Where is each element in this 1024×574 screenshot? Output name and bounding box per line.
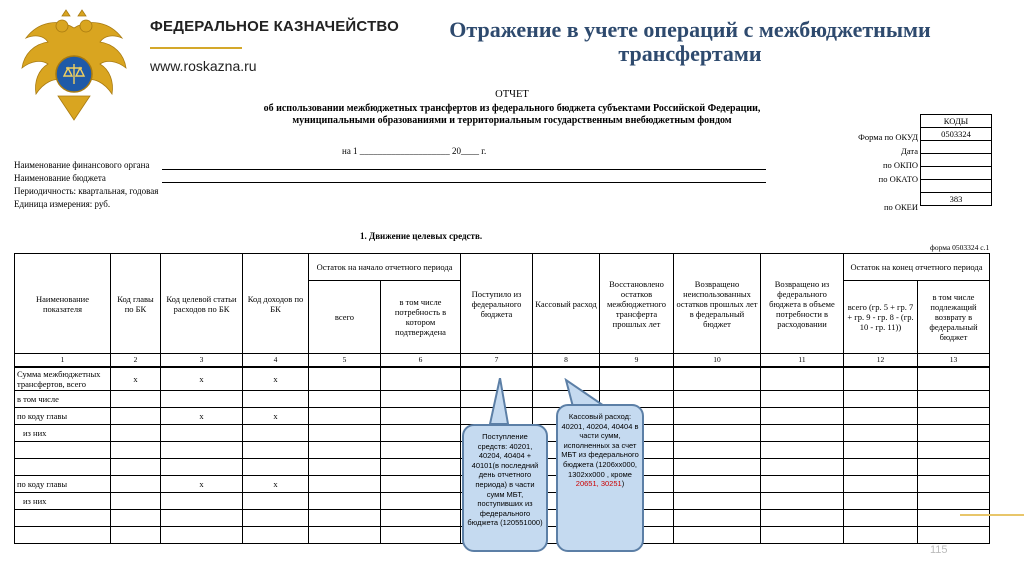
- row-cell: x: [161, 476, 243, 493]
- row-label: по коду главы: [15, 476, 111, 493]
- row-cell[interactable]: [381, 442, 461, 459]
- row-cell[interactable]: [381, 425, 461, 442]
- row-cell[interactable]: [761, 476, 844, 493]
- row-cell: [111, 459, 161, 476]
- col-header-target: Код целевой статьи расходов по БК: [161, 254, 243, 354]
- codes-header: КОДЫ: [921, 115, 992, 128]
- row-cell: x: [111, 367, 161, 391]
- row-cell[interactable]: [918, 425, 990, 442]
- row-label: [15, 459, 111, 476]
- row-cell: [161, 425, 243, 442]
- col-number: 1: [15, 354, 111, 368]
- row-cell[interactable]: [381, 367, 461, 391]
- report-title: ОТЧЕТ: [495, 89, 529, 100]
- row-cell: [243, 391, 309, 408]
- row-cell: [111, 408, 161, 425]
- slide-title-line-2: трансфертами: [618, 41, 762, 66]
- row-cell: [243, 459, 309, 476]
- row-cell[interactable]: [761, 527, 844, 544]
- row-cell: x: [161, 367, 243, 391]
- row-cell[interactable]: [309, 367, 381, 391]
- row-cell[interactable]: [844, 425, 918, 442]
- codes-labels: [840, 130, 918, 214]
- col-header-start-group: Остаток на начало отчетного периода: [309, 254, 461, 281]
- row-cell: [161, 493, 243, 510]
- col-number: 3: [161, 354, 243, 368]
- row-cell[interactable]: [761, 493, 844, 510]
- code-empty: [921, 180, 992, 193]
- row-cell[interactable]: [844, 510, 918, 527]
- row-cell[interactable]: [761, 367, 844, 391]
- col-header-end-return: в том числе подлежащий возврату в федеральный бюджет: [918, 281, 990, 354]
- row-cell[interactable]: [761, 408, 844, 425]
- row-cell[interactable]: [309, 493, 381, 510]
- row-cell[interactable]: [918, 493, 990, 510]
- report-subtitle-line-1: об использовании межбюджетных трансфертов из федерального бюджета субъектами Российской Федерации,: [263, 103, 761, 114]
- row-label: из них: [15, 493, 111, 510]
- row-cell: [243, 510, 309, 527]
- field-periodicity: Периодичность: квартальная, годовая: [14, 186, 159, 196]
- code-label-okud: Форма по ОКУД: [858, 132, 918, 142]
- col-header-glava: Код главы по БК: [111, 254, 161, 354]
- row-cell[interactable]: [844, 442, 918, 459]
- row-label: [15, 510, 111, 527]
- col-header-start-confirmed: в том числе потребность в котором подтверждена: [381, 281, 461, 354]
- decorative-gold-line: [960, 514, 1024, 516]
- row-cell[interactable]: [381, 476, 461, 493]
- row-cell: [243, 527, 309, 544]
- row-cell[interactable]: [381, 527, 461, 544]
- col-number: 6: [381, 354, 461, 368]
- row-cell[interactable]: [674, 510, 761, 527]
- row-cell[interactable]: [381, 391, 461, 408]
- row-cell[interactable]: [309, 459, 381, 476]
- code-okei: 383: [921, 193, 992, 206]
- col-header-returned-unused: Возвращено неиспользованных остатков прошлых лет в федеральный бюджет: [674, 254, 761, 354]
- col-number: 5: [309, 354, 381, 368]
- row-cell[interactable]: [674, 367, 761, 391]
- code-label-date: Дата: [901, 146, 918, 156]
- row-cell[interactable]: [309, 408, 381, 425]
- callout-cash-red-codes: 20651, 30251: [575, 479, 622, 489]
- row-cell[interactable]: [918, 367, 990, 391]
- row-cell: [111, 510, 161, 527]
- row-cell: [111, 442, 161, 459]
- col-header-restored: Восстановлено остатков межбюджетного трансферта прошлых лет: [600, 254, 674, 354]
- row-cell[interactable]: [674, 527, 761, 544]
- organization-url[interactable]: www.roskazna.ru: [150, 58, 257, 74]
- row-label: по коду главы: [15, 408, 111, 425]
- row-cell: [111, 425, 161, 442]
- row-cell: x: [243, 367, 309, 391]
- row-cell[interactable]: [761, 459, 844, 476]
- col-number: 11: [761, 354, 844, 368]
- row-cell[interactable]: [844, 391, 918, 408]
- codes-table: [920, 114, 992, 206]
- code-label-empty: [840, 186, 918, 200]
- row-cell[interactable]: [844, 459, 918, 476]
- field-financial-body: Наименование финансового органа: [14, 160, 150, 170]
- report-date-line: на 1 ____________________ 20____ г.: [342, 146, 487, 156]
- col-number: 13: [918, 354, 990, 368]
- col-number: 8: [533, 354, 600, 368]
- form-reference: форма 0503324 с.1: [930, 243, 990, 252]
- row-cell: [111, 527, 161, 544]
- row-cell[interactable]: [844, 408, 918, 425]
- row-cell[interactable]: [381, 493, 461, 510]
- row-cell: [111, 476, 161, 493]
- column-numbers-row: [15, 354, 990, 368]
- row-cell: [243, 493, 309, 510]
- callout-cash: [556, 404, 644, 552]
- row-cell[interactable]: [309, 527, 381, 544]
- col-number: 4: [243, 354, 309, 368]
- row-cell[interactable]: [674, 476, 761, 493]
- organization-name: ФЕДЕРАЛЬНОЕ КАЗНАЧЕЙСТВО: [150, 18, 399, 35]
- row-cell[interactable]: [309, 425, 381, 442]
- row-cell: [111, 493, 161, 510]
- callout-received-pointer: [490, 378, 508, 424]
- row-cell[interactable]: [674, 425, 761, 442]
- code-label-okpo: по ОКПО: [882, 160, 918, 170]
- col-number: 10: [674, 354, 761, 368]
- row-cell: [243, 425, 309, 442]
- col-number: 7: [461, 354, 533, 368]
- row-cell[interactable]: [309, 391, 381, 408]
- row-cell[interactable]: [918, 459, 990, 476]
- field-unit: Единица измерения: руб.: [14, 199, 111, 209]
- row-cell[interactable]: [844, 476, 918, 493]
- row-cell: [161, 459, 243, 476]
- slide-title: [400, 18, 980, 66]
- code-label-okei: по ОКЕИ: [883, 202, 918, 212]
- row-cell[interactable]: [918, 476, 990, 493]
- col-header-start-total: всего: [309, 281, 381, 354]
- code-date: [921, 141, 992, 154]
- code-okato: [921, 167, 992, 180]
- callout-received-text: Поступление средств: 40201, 40204, 40404 + 40101(в последний день отчетного периода) в части сумм МБТ, поступивших из федерального бюджета (120551000): [467, 432, 543, 528]
- row-label: из них: [15, 425, 111, 442]
- row-cell: x: [243, 408, 309, 425]
- col-header-cash: Кассовый расход: [533, 254, 600, 354]
- row-cell: x: [243, 476, 309, 493]
- field-budget-name-line: [162, 182, 766, 183]
- section-title: 1. Движение целевых средств.: [360, 231, 483, 241]
- field-budget-name: Наименование бюджета: [14, 173, 106, 183]
- row-label: Сумма межбюджетных трансфертов, всего: [15, 367, 111, 391]
- row-cell: [161, 510, 243, 527]
- row-cell: [243, 442, 309, 459]
- row-cell: [111, 391, 161, 408]
- row-cell[interactable]: [761, 391, 844, 408]
- report-subtitle-line-2: муниципальными образованиями и территориальным государственным внебюджетным фондом: [292, 115, 732, 126]
- row-cell[interactable]: [674, 459, 761, 476]
- row-cell[interactable]: [674, 391, 761, 408]
- row-cell[interactable]: [918, 391, 990, 408]
- slide-title-line-1: Отражение в учете операций с межбюджетными: [449, 17, 931, 42]
- row-cell[interactable]: [918, 510, 990, 527]
- row-cell[interactable]: [844, 493, 918, 510]
- code-okpo: [921, 154, 992, 167]
- col-number: 12: [844, 354, 918, 368]
- page-number: 115: [930, 544, 948, 556]
- row-cell[interactable]: [309, 442, 381, 459]
- row-cell[interactable]: [844, 367, 918, 391]
- col-number: 9: [600, 354, 674, 368]
- code-okud: 0503324: [921, 128, 992, 141]
- col-header-returned-need: Возвращено из федерального бюджета в объеме потребности в расходовании: [761, 254, 844, 354]
- row-cell[interactable]: [309, 476, 381, 493]
- code-label-okato: по ОКАТО: [878, 174, 918, 184]
- row-cell[interactable]: [674, 408, 761, 425]
- row-label: [15, 442, 111, 459]
- row-cell[interactable]: [918, 442, 990, 459]
- row-cell[interactable]: [309, 510, 381, 527]
- callout-cash-text-end: ): [621, 479, 625, 489]
- field-financial-body-line: [162, 169, 766, 170]
- col-header-end-total: всего (гр. 5 + гр. 7 + гр. 9 - гр. 8 - (гр. 10 - гр. 11)): [844, 281, 918, 354]
- row-cell: x: [161, 408, 243, 425]
- row-label: [15, 527, 111, 544]
- callout-cash-text: Кассовый расход: 40201, 40204, 40404 в части сумм, исполненных за счет МБТ из федерального бюджета (1206хх000, 1302хх000 , кроме: [561, 412, 639, 479]
- row-label: в том числе: [15, 391, 111, 408]
- header-divider: [150, 47, 242, 49]
- row-cell[interactable]: [761, 425, 844, 442]
- col-header-income: Код доходов по БК: [243, 254, 309, 354]
- row-cell[interactable]: [761, 442, 844, 459]
- row-cell[interactable]: [918, 408, 990, 425]
- row-cell[interactable]: [381, 510, 461, 527]
- row-cell[interactable]: [381, 459, 461, 476]
- row-cell: [161, 442, 243, 459]
- row-cell[interactable]: [381, 408, 461, 425]
- row-cell[interactable]: [918, 527, 990, 544]
- col-header-name: Наименование показателя: [15, 254, 111, 354]
- row-cell: [161, 391, 243, 408]
- row-cell[interactable]: [761, 510, 844, 527]
- row-cell[interactable]: [674, 493, 761, 510]
- col-number: 2: [111, 354, 161, 368]
- row-cell: [161, 527, 243, 544]
- row-cell[interactable]: [674, 442, 761, 459]
- col-header-end-group: Остаток на конец отчетного периода: [844, 254, 990, 281]
- callout-received: [462, 424, 548, 552]
- col-header-received: Поступило из федерального бюджета: [461, 254, 533, 354]
- row-cell[interactable]: [844, 527, 918, 544]
